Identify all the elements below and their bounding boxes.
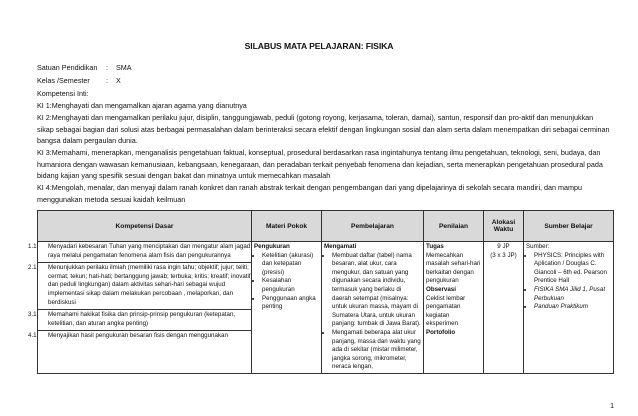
penilaian-head-tugas: Tugas [426, 243, 444, 250]
ki-4 [37, 182, 611, 205]
document-title: SILABUS MATA PELAJARAN: FISIKA [244, 41, 394, 51]
cell-kompetensi-dasar [28, 242, 252, 374]
meta-label-satuan: Satuan Pendidikan [37, 63, 98, 72]
ki-2 [37, 112, 611, 147]
ki-1-text: Menghayati dan mengamalkan ajaran agama yang dianutnya [51, 101, 247, 110]
meta-sep-kelas: : [106, 76, 108, 85]
meta-label-kelas: Kelas /Semester [37, 76, 90, 85]
ki-3 [37, 147, 611, 182]
sumber-list [526, 252, 611, 312]
kd-text: Menyadari kebesaran Tuhan yang menciptakan dan mengatur alam jagad raya melalui pengamatan fenomena alam fisis dan pengukurannya [48, 243, 251, 259]
kd-text: Memahami hakikat fisika dan prinsip-prinsip pengukuran (ketepatan, ketelitian, dan aturan angka penting) [48, 311, 236, 327]
page-number: 1 [610, 403, 614, 410]
kd-text: Menunjukkan perilaku ilmiah (memiliki rasa ingin tahu; objektif; jujur; teliti; cermat; tekun; hati-hati; bertanggung jawab; terbuka; kritis; kreatif; inovatif dan peduli lingkungan) dalam aktivitas sehari-hari sebagai wujud implementasi sikap dalam melakukan percobaan , melaporkan, dan berdiskusi [48, 264, 251, 306]
cell-sumber-belajar [524, 242, 614, 374]
penilaian-head-portofolio: Portofolio [426, 328, 456, 336]
alokasi-detail: (3 x 3 JP) [490, 251, 517, 259]
cell-pembelajaran [322, 242, 424, 374]
cell-penilaian [424, 242, 484, 374]
pembelajaran-list [324, 252, 421, 372]
kd-item [28, 310, 251, 331]
kd-number: 1.1 [28, 243, 37, 250]
header-sumber-belajar: Sumber Belajar [524, 211, 614, 242]
sumber-head: Sumber: [526, 243, 550, 250]
list-item: • Panduan Praktikum [534, 303, 611, 312]
meta-value-satuan: SMA [116, 63, 132, 72]
meta-value-kelas: X [116, 76, 121, 85]
header-alokasi-waktu: Alokasi Waktu [484, 211, 524, 242]
cell-alokasi-waktu [484, 242, 524, 374]
ki-3-code: KI 3: [37, 148, 52, 157]
penilaian-head-observasi: Observasi [426, 285, 456, 293]
list-item: • FISIKA SMA Jilid 1, Pusat Perbukuan [534, 286, 611, 303]
meta-label-kompetensi-inti: Kompetensi Inti: [37, 89, 89, 98]
silabus-table [28, 210, 614, 374]
materi-list [254, 252, 319, 312]
header-pembelajaran: Pembelajaran [322, 211, 424, 242]
list-item: • PHYSICS: Principles with Aplication / Douglas C. Giancoli – 6th ed. Pearson Prentice Hall [534, 252, 611, 286]
list-item: • Membuat daftar (tabel) nama besaran, alat ukur, cara mengukur, dan satuan yang digunakan secara individu, termasuk yang berlaku di daerah setempat (misalnya: untuk ukuran massa, mayam di Sumatera Utara, untuk ukuran panjang: tumbak di Jawa Barat). [332, 252, 421, 329]
pembelajaran-head: Mengamati [324, 243, 357, 250]
materi-head: Pengukuran [254, 243, 290, 250]
list-item: • Mengamati beberapa alat ukur panjang, massa dan waktu yang ada di sekitar (mistar milimeter, jangka sorong, mikrometer, neraca lengan, [332, 329, 421, 372]
header-kompetensi-dasar: Kompetensi Dasar [38, 211, 252, 242]
ki-4-text: Mengolah, menalar, dan menyaji dalam ranah konkret dan ranah abstrak terkait dengan pengembangan dari yang dipelajarinya di sekolah secara mandiri, dan mampu menggunakan metoda sesuai kaidah keilmuan [37, 183, 583, 204]
cell-materi-pokok [252, 242, 322, 374]
kd-number: 3.1 [28, 311, 37, 319]
table-row [38, 242, 614, 374]
table-header-row [38, 211, 614, 242]
header-materi-pokok: Materi Pokok [252, 211, 322, 242]
ki-2-code: KI 2: [37, 113, 52, 122]
ki-1 [37, 100, 611, 112]
penilaian-text-observasi: Ceklist lembar pengamatan kegiatan eksperimen [426, 294, 466, 328]
kd-item [28, 242, 251, 263]
penilaian-text-tugas: Memecahkan masalah sehari-hari berkaitan dengan pengukuran [426, 251, 481, 285]
ki-2-text: Menghayati dan mengamalkan perilaku jujur, disiplin, tanggungjawab, peduli (gotong royong, kerjasama, toleran, damai), santun, responsif dan pro-aktif dan menunjukkan sikap sebagai bagian dari solusi atas berbagai permasalahan dalam berinteraksi secara efektif dengan lingkungan sosial dan alam serta dalam menempatkan diri sebagai cerminan bangsa dalam pergaulan dunia. [37, 113, 610, 145]
list-item: • Ketelitian (akurasi) dan ketepatan (presisi) [262, 252, 319, 278]
ki-1-code: KI 1: [37, 101, 52, 110]
list-item: • Kesalahan pengukuran [262, 277, 319, 294]
alokasi-total: 9 JP [497, 243, 510, 250]
ki-3-text: Memahami, menerapkan, menganalisis pengetahuan faktual, konseptual, prosedural berdasarkan rasa ingintahunya tentang ilmu pengetahuan, teknologi, seni, budaya, dan humaniora dengan wawasan kemanusiaan, kebangsaan, kenegaraan, dan peradaban terkait penyebab fenomena dan kejadian, serta menerapkan pengetahuan prosedural pada bidang kajian yang spesifik sesuai dengan bakat dan minatnya untuk memecahkan masalah [37, 148, 603, 180]
meta-sep-satuan: : [106, 63, 108, 72]
list-item: • Penggunaan angka penting [262, 295, 319, 312]
ki-4-code: KI 4: [37, 183, 52, 192]
kd-number: 4.1 [28, 332, 37, 340]
kd-item [28, 331, 251, 343]
kd-number: 2.1 [28, 264, 37, 272]
header-penilaian: Penilaian [424, 211, 484, 242]
kd-item [28, 263, 251, 310]
kd-text: Menyajikan hasil pengukuran besaran fisis dengan menggunakan [48, 332, 228, 340]
